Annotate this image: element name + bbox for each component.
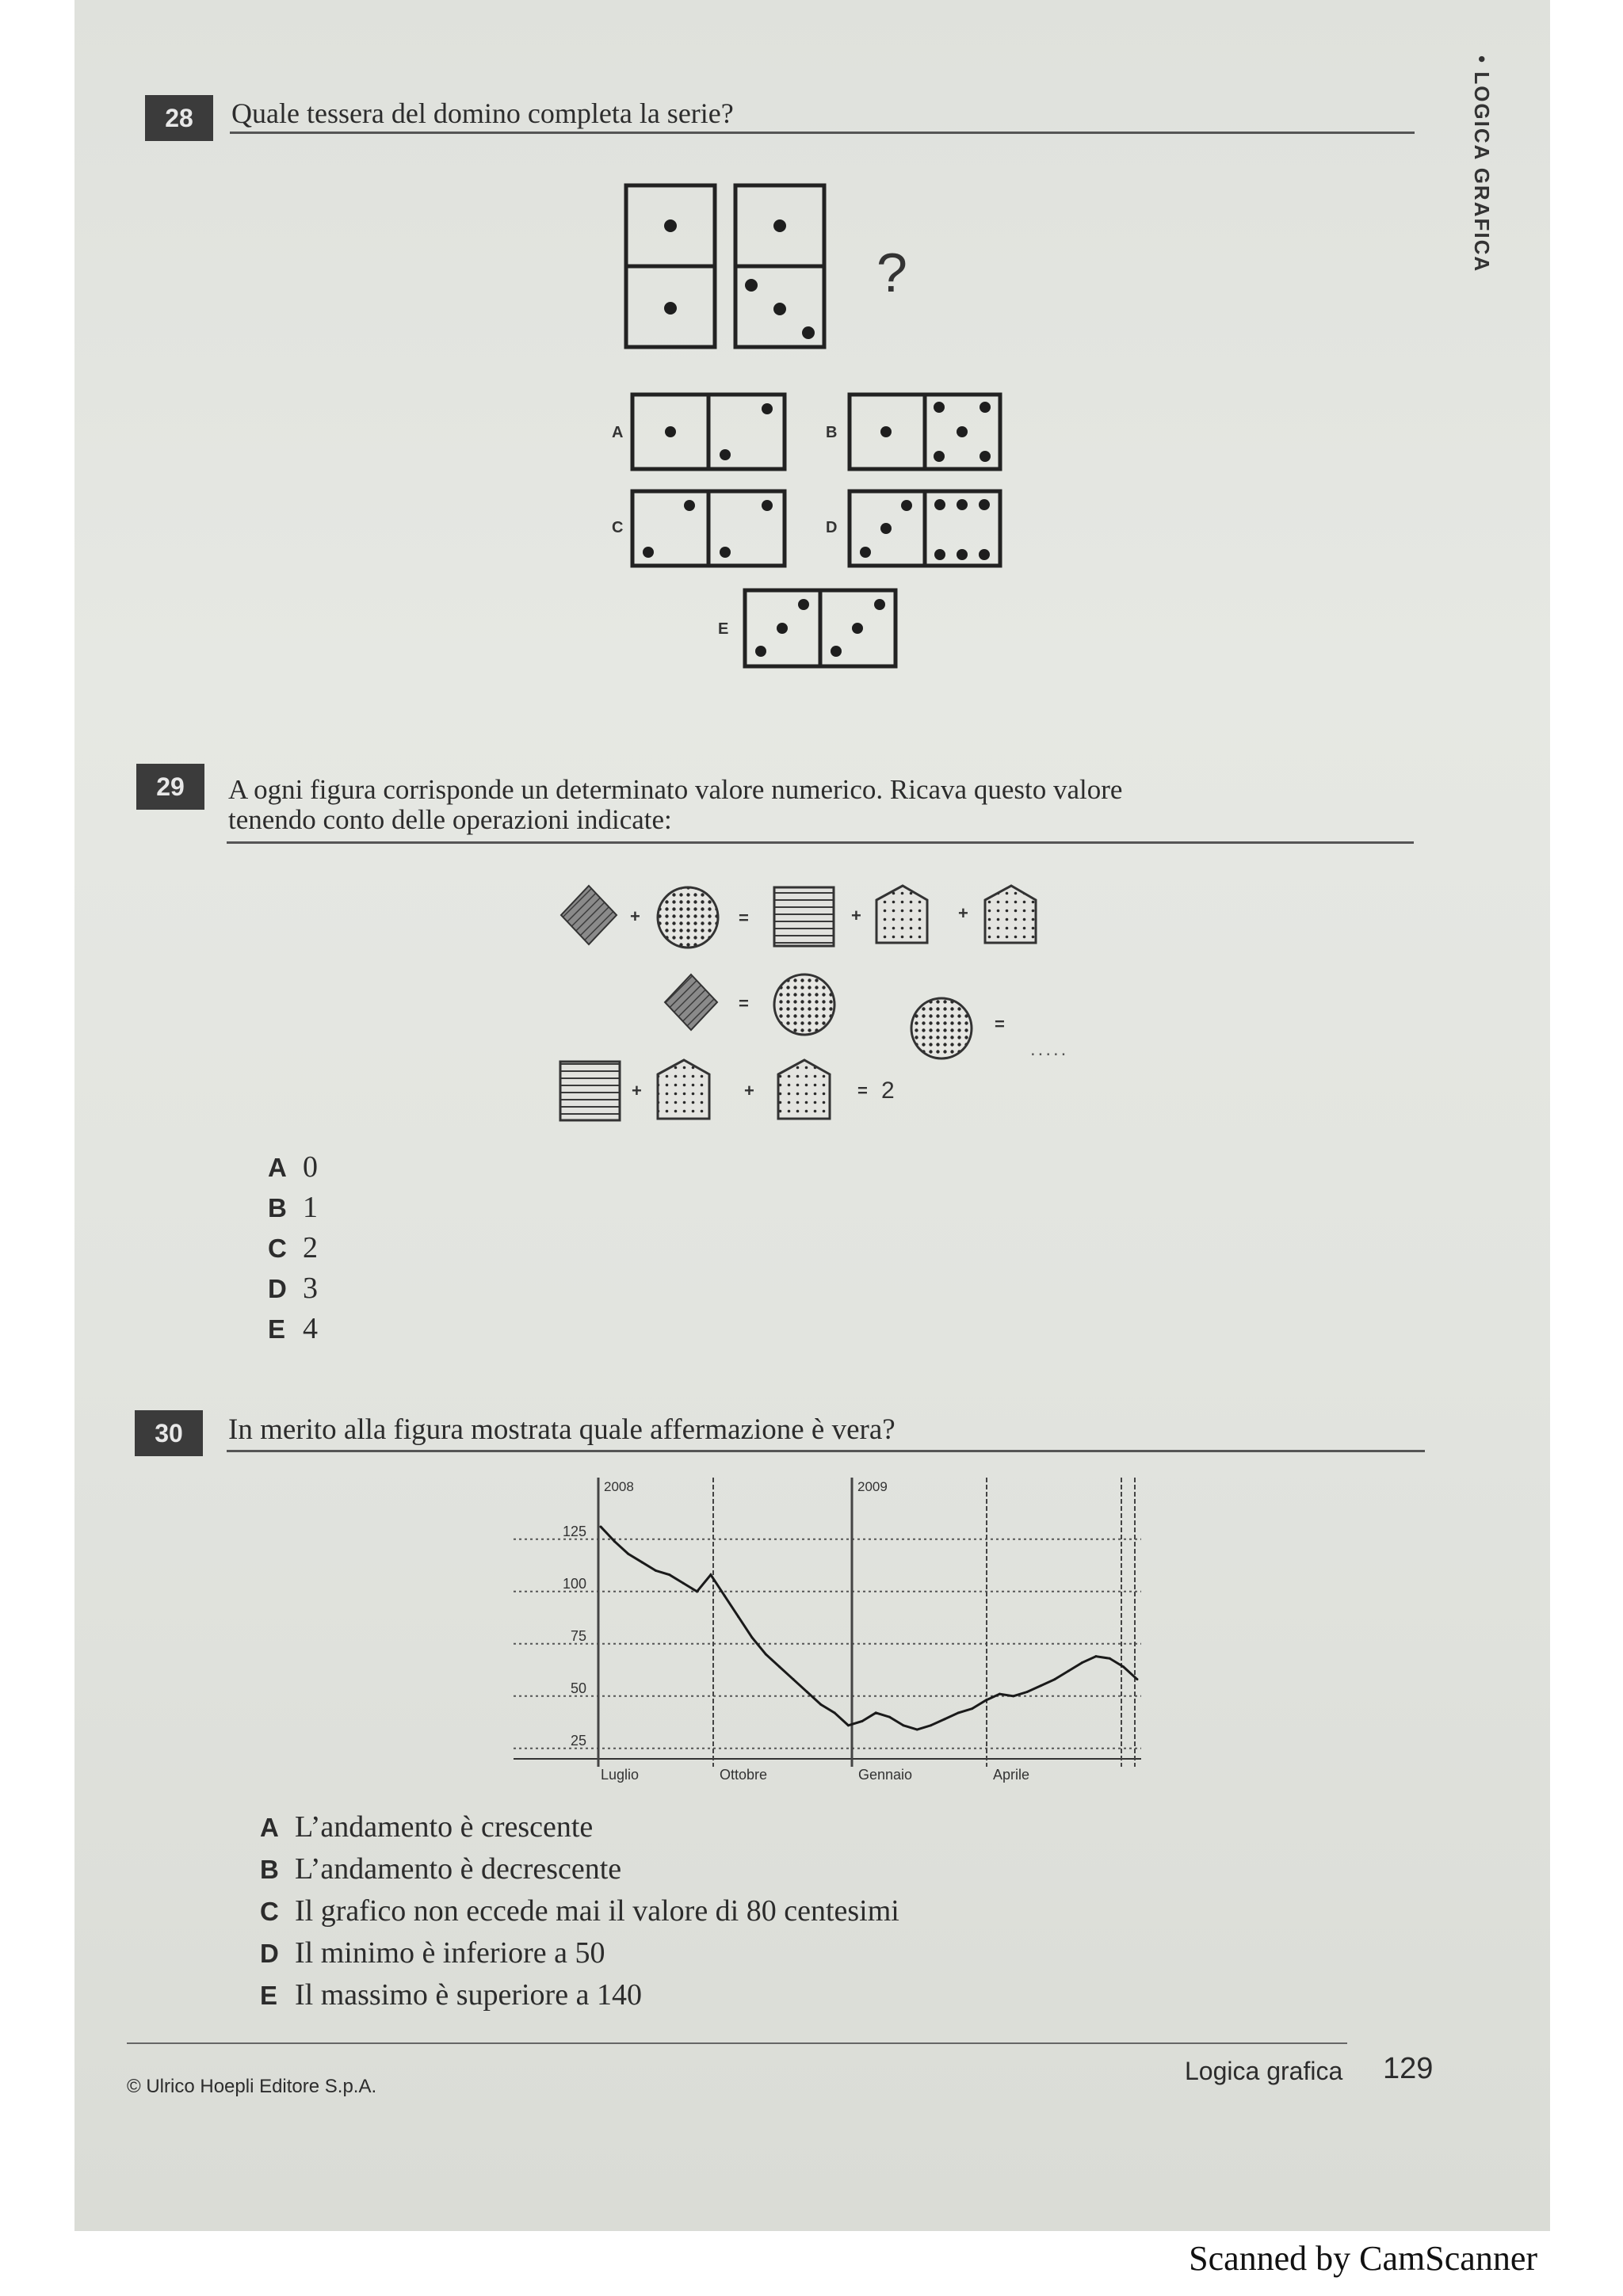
domino-question-mark: ? [876,242,907,303]
chart-point [696,1590,698,1592]
chart-point [750,1636,753,1638]
striped-square-2 [560,1062,620,1120]
y-tick-label: 125 [562,1523,586,1539]
house-shape-4 [778,1060,830,1119]
question-28-rule [230,132,1415,134]
section-side-label: • LOGICA GRAFICA [1470,55,1494,273]
chart-points [600,1525,1139,1730]
chart-point [943,1718,945,1720]
footer-copyright: © Ulrico Hoepli Editore S.p.A. [127,2076,377,2097]
year-label: 2009 [857,1479,888,1494]
chart-point [1012,1695,1014,1697]
camscanner-watermark: Scanned by CamScanner [1189,2239,1537,2278]
chart-y-ticks [563,1524,586,1749]
equals-sign: = [995,1014,1005,1034]
footer-section: Logica grafica [1185,2057,1343,2085]
house-shape-2 [985,886,1036,943]
dotted-circle-1 [658,887,718,948]
domino-figure [610,174,1022,681]
dotted-circle-3 [911,998,972,1058]
domino-letter-d: D [826,519,838,536]
chart-point [902,1724,904,1726]
chart-point [1109,1657,1111,1660]
chart-point [600,1525,602,1527]
house-shape-3 [658,1060,709,1119]
equals-sign: = [739,908,749,928]
domino-letter-c: C [612,519,624,536]
option-c[interactable]: C 2 [268,1231,318,1264]
option-a[interactable]: A L’andamento è crescente [260,1810,594,1844]
chart-point [709,1573,712,1576]
chart-point [1053,1678,1056,1680]
equals-sign: = [739,994,749,1013]
question-29-text-line1: A ogni figura corrisponde un determinato valore numerico. Ricava questo valore [228,774,1123,805]
y-tick-label: 50 [570,1680,586,1696]
chart-vertical-lines [598,1478,1135,1767]
option-d[interactable]: D Il minimo è inferiore a 50 [260,1936,605,1970]
chart-point [888,1716,891,1718]
chart-point [1081,1661,1083,1664]
chart-labels [601,1479,1029,1783]
month-label: Aprile [993,1767,1030,1783]
chart-point [806,1691,808,1693]
footer-rule [127,2042,1347,2044]
diamond-shape-2 [665,974,717,1030]
plus-sign: + [958,903,968,923]
chart-point [930,1724,932,1726]
chart-series-line [601,1527,1137,1730]
answer-dots: ..... [1030,1039,1069,1060]
option-b[interactable]: B 1 [268,1191,318,1224]
equation-result: 2 [881,1077,895,1104]
chart-point [971,1707,973,1710]
chart-point [724,1595,726,1597]
y-tick-label: 25 [570,1732,586,1749]
option-b[interactable]: B L’andamento è decrescente [260,1852,622,1886]
chart-point [655,1569,657,1572]
question-30-rule [227,1450,1425,1452]
domino-letter-b: B [826,424,838,441]
chart-point [641,1561,643,1563]
house-shape-1 [876,886,927,943]
chart-point [1026,1691,1029,1693]
chart-point [916,1729,918,1731]
chart-point [819,1703,822,1706]
chart-point [834,1711,836,1714]
question-30-number: 30 [135,1410,203,1456]
chart-grid [514,1539,1141,1759]
chart-point [1094,1655,1097,1657]
chart-point [682,1582,685,1585]
chart-point [778,1665,781,1668]
plus-sign: + [632,1081,642,1100]
question-29-rule [227,841,1414,844]
chart-point [861,1720,863,1722]
striped-square-1 [774,887,834,946]
option-e[interactable]: E 4 [268,1312,318,1345]
plus-sign: + [851,906,861,925]
footer-page-number: 129 [1383,2052,1434,2085]
question-29-options [268,1147,318,1349]
question-28-text: Quale tessera del domino completa la serie? [231,97,734,129]
month-label: Gennaio [858,1767,913,1783]
chart-point [1040,1684,1042,1687]
chart-point [1122,1665,1125,1668]
chart-point [627,1553,629,1555]
chart-point [1067,1670,1070,1672]
price-chart [507,1474,1157,1791]
chart-point [999,1693,1001,1695]
chart-point [985,1699,987,1702]
option-c[interactable]: C Il grafico non eccede mai il valore di 80 centesimi [260,1894,899,1928]
month-label: Ottobre [720,1767,768,1783]
chart-point [792,1678,795,1680]
y-tick-label: 100 [562,1575,586,1592]
chart-point [737,1615,739,1618]
chart-point [957,1711,960,1714]
domino-letter-e: E [718,620,729,638]
question-29-text-line2: tenendo conto delle operazioni indicate: [228,804,672,835]
chart-point [1136,1678,1139,1680]
dotted-circle-2 [774,974,834,1035]
question-28-number: 28 [145,95,213,141]
equals-sign: = [857,1081,868,1100]
option-d[interactable]: D 3 [268,1272,318,1305]
chart-point [847,1724,850,1726]
domino-letter-a: A [612,424,624,441]
y-tick-label: 75 [570,1627,586,1644]
question-30-options [260,1806,899,2016]
shapes-equations [547,871,1102,1141]
diamond-shape-1 [561,886,617,944]
chart-point [765,1653,767,1656]
question-30-text: In merito alla figura mostrata quale affermazione è vera? [228,1413,896,1446]
chart-point [668,1573,670,1576]
plus-sign: + [744,1081,754,1100]
plus-sign: + [630,906,640,926]
question-29-number: 29 [136,764,204,810]
chart-point [613,1540,616,1543]
option-a[interactable]: A 0 [268,1150,318,1184]
year-label: 2008 [604,1479,634,1494]
option-e[interactable]: E Il massimo è superiore a 140 [260,1978,642,2012]
month-label: Luglio [601,1767,640,1783]
chart-point [875,1711,877,1714]
